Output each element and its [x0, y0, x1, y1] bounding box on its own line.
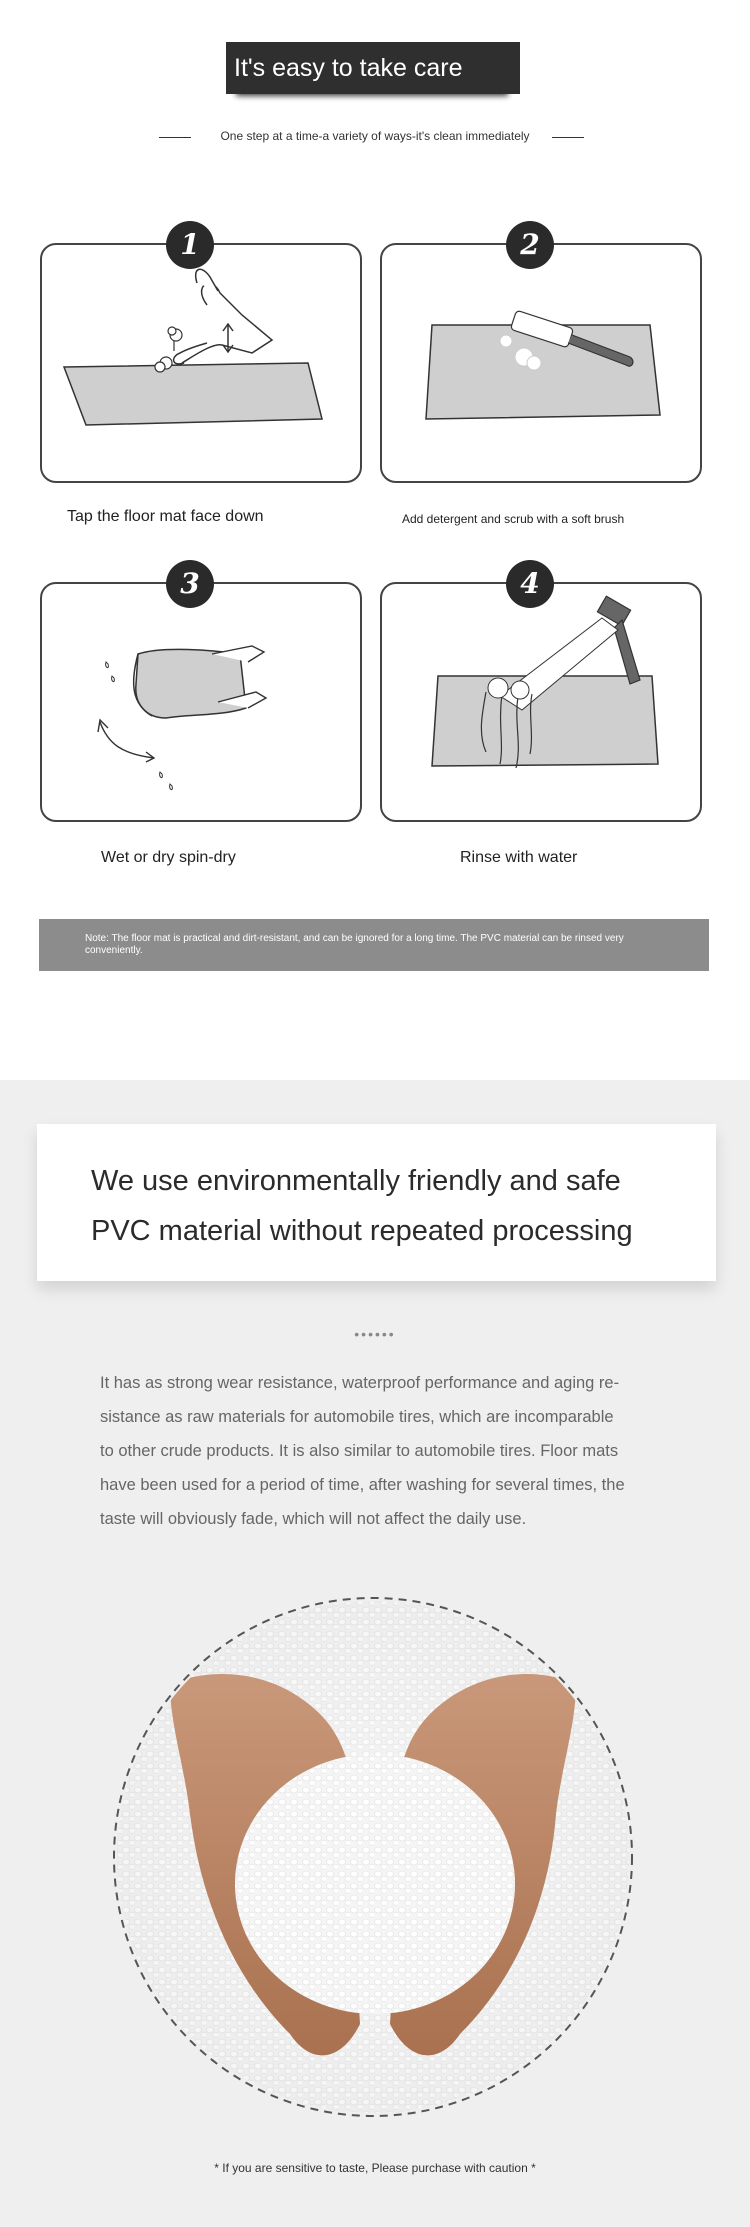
step-4-card	[380, 582, 702, 822]
paragraph-line: taste will obviously fade, which will not affect the daily use.	[100, 1510, 527, 1528]
pvc-pellets-image	[110, 1594, 636, 2120]
paragraph-line: It has as strong wear resistance, waterproof performance and aging re-	[100, 1374, 620, 1392]
step-1-badge: 1	[166, 221, 214, 269]
step-4-caption: Rinse with water	[460, 849, 578, 866]
material-headline-card	[37, 1124, 716, 1281]
step-1-caption: Tap the floor mat face down	[67, 508, 264, 525]
care-title: It's easy to take care	[226, 42, 520, 94]
scrub-mat-illustration	[382, 245, 704, 485]
taste-caution-note: * If you are sensitive to taste, Please purchase with caution *	[214, 2161, 536, 2175]
headline-line-1: We use environmentally friendly and safe	[91, 1165, 621, 1197]
step-3-card	[40, 582, 362, 822]
step-2-card	[380, 243, 702, 483]
material-paragraph	[100, 1366, 660, 1536]
hands-with-pellets-illustration	[110, 1594, 636, 2120]
care-note: Note: The floor mat is practical and dirt-resistant, and can be ignored for a long time. The PVC material can be rinsed very conveniently.	[39, 919, 709, 971]
care-title-block	[0, 38, 750, 98]
tap-mat-illustration	[42, 245, 364, 485]
care-subtitle-row	[0, 126, 750, 146]
step-2-caption: Add detergent and scrub with a soft brush	[402, 512, 625, 526]
care-subtitle: One step at a time-a variety of ways-it's clean immediately	[220, 129, 530, 143]
material-section	[0, 1080, 750, 2227]
paragraph-line: to other crude products. It is also similar to automobile tires. Floor mats	[100, 1442, 619, 1460]
material-headline	[91, 1156, 711, 1256]
step-3-caption: Wet or dry spin-dry	[101, 849, 236, 866]
rinse-mat-illustration	[382, 584, 704, 824]
headline-line-2: PVC material without repeated processing	[91, 1215, 633, 1247]
paragraph-line: sistance as raw materials for automobile tires, which are incomparable	[100, 1408, 614, 1426]
spin-dry-illustration	[42, 584, 364, 824]
divider-left	[159, 137, 191, 138]
step-1-card	[40, 243, 362, 483]
divider-right	[552, 137, 584, 138]
step-4-badge: 4	[506, 560, 554, 608]
step-3-badge: 3	[166, 560, 214, 608]
dots-divider: ••••••	[354, 1326, 396, 1342]
step-2-badge: 2	[506, 221, 554, 269]
paragraph-line: have been used for a period of time, after washing for several times, the	[100, 1476, 625, 1494]
